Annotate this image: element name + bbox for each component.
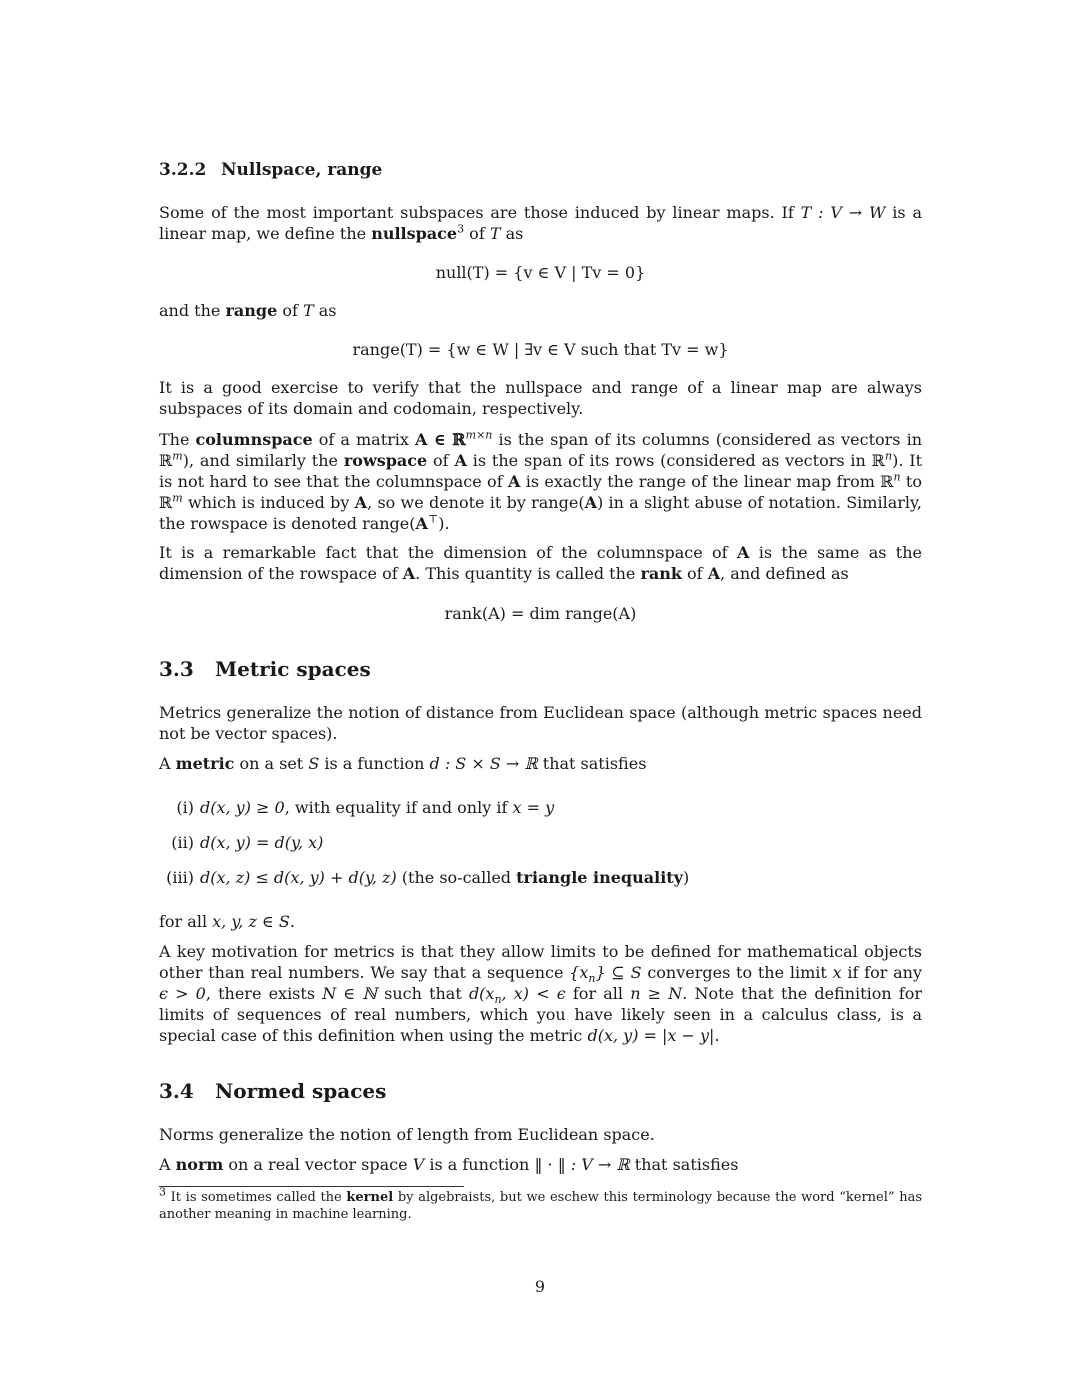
paragraph-range-intro: [159, 300, 922, 321]
text: that satisfies: [537, 754, 647, 773]
math: A ∈ ℝ: [414, 430, 466, 449]
math-sub: n: [494, 993, 502, 1007]
section-title: Normed spaces: [215, 1079, 387, 1103]
term-rowspace: rowspace: [343, 451, 428, 470]
list-label: (iii): [166, 868, 194, 887]
paragraph-exercise: It is a good exercise to verify that the nullspace and range of a linear map are always subspaces of its domain and codomain, respectively.: [159, 378, 922, 418]
math: d(x, y) = |x − y|: [587, 1026, 715, 1045]
text: , so we denote it by range(: [367, 493, 585, 512]
math-sup: n: [884, 449, 893, 463]
math: ‖ · ‖ : V → ℝ: [534, 1155, 630, 1174]
math: V: [412, 1155, 425, 1174]
math-sup: m: [172, 491, 183, 505]
paragraph-metrics-intro: Metrics generalize the notion of distance from Euclidean space (although metric spaces need not be vector spaces).: [159, 703, 922, 743]
subsection-title: Nullspace, range: [221, 160, 383, 180]
paragraph-norms-intro: Norms generalize the notion of length from Euclidean space.: [159, 1125, 655, 1144]
text: of: [277, 301, 303, 320]
text: ) in a slight abuse of notation. Similarly, the rowspace is denoted range(: [159, 493, 923, 533]
footnote-ref: 3: [457, 222, 465, 236]
text: Some of the most important subspaces are those induced by linear maps. If: [159, 203, 801, 222]
math: N ∈ ℕ: [322, 984, 377, 1003]
math: n ≥ N: [630, 984, 683, 1003]
text: is a function: [424, 1155, 535, 1174]
text: and the: [159, 301, 226, 320]
math: A: [354, 493, 368, 512]
math: S: [308, 754, 320, 773]
text: on a real vector space: [223, 1155, 413, 1174]
math-sup: ⊤: [427, 512, 439, 526]
term-kernel: kernel: [346, 1190, 394, 1205]
text: is a function: [319, 754, 430, 773]
section-heading-3-4: [159, 1079, 922, 1103]
term-rank: rank: [640, 564, 682, 583]
page-number: 9: [534, 1277, 546, 1296]
text: ): [682, 868, 690, 887]
subsection-number: 3.2.2: [159, 160, 207, 180]
math: A: [415, 514, 428, 533]
text: .: [289, 912, 295, 931]
text: . This quantity is called the: [415, 564, 641, 583]
paragraph-rank: [159, 542, 922, 584]
text: for all: [159, 912, 213, 931]
math: d(x: [468, 984, 495, 1003]
list-item: [158, 867, 689, 888]
paragraph-norm-def: [159, 1154, 922, 1175]
text: is the span of its rows (considered as vectors in ℝ: [466, 451, 885, 470]
math-sub: n: [588, 972, 596, 986]
text: of: [464, 224, 490, 243]
text: is exactly the range of the linear map from ℝ: [520, 472, 894, 491]
text: A key motivation for metrics is that they allow limits to be defined for mathematical objects other than real numbers. We say that a sequence: [159, 942, 922, 982]
math: x = y: [512, 798, 555, 817]
equation-rank: rank(A) = dim range(A): [444, 604, 637, 623]
footnote-mark: 3: [159, 1185, 166, 1199]
text: to ℝ: [159, 472, 922, 512]
text: converges to the limit: [641, 963, 833, 982]
equation-nullspace: null(T) = {v ∈ V | Tv = 0}: [435, 263, 646, 282]
math: {x: [569, 963, 589, 982]
footnote-rule: [159, 1186, 464, 1187]
paragraph-columnspace: [159, 429, 922, 534]
section-title: Metric spaces: [215, 657, 371, 681]
text: .: [714, 1026, 720, 1045]
math: ϵ > 0: [159, 984, 206, 1003]
text: such that: [376, 984, 469, 1003]
subsection-heading-3-2-2: [159, 160, 922, 180]
text: A: [159, 1155, 176, 1174]
section-heading-3-3: [159, 657, 922, 681]
math: T : V → W: [800, 203, 886, 222]
text: is the same as the dimension of the rowspace of: [159, 543, 922, 583]
text: , and defined as: [720, 564, 849, 583]
text: , there exists: [205, 984, 323, 1003]
text: It is sometimes called the: [166, 1190, 347, 1205]
text: is a linear map, we define the: [159, 203, 923, 243]
text: ). It is not hard to see that the columnspace of: [159, 451, 923, 491]
text: of: [427, 451, 455, 470]
section-number: 3.3: [159, 657, 194, 681]
list-item: [158, 797, 554, 818]
paragraph-limits: [159, 941, 922, 1046]
list-item: [158, 832, 323, 853]
term-columnspace: columnspace: [195, 430, 313, 449]
text: as: [313, 301, 337, 320]
text: ).: [438, 514, 450, 533]
text: if for any: [841, 963, 922, 982]
text: It is a remarkable fact that the dimension of the columnspace of: [159, 543, 737, 562]
paragraph-for-all: [159, 911, 922, 932]
math: d(x, y) = d(y, x): [200, 833, 324, 852]
text: ), and similarly the: [182, 451, 344, 470]
footnote: [159, 1185, 922, 1223]
equation-range: range(T) = {w ∈ W | ∃v ∈ V such that Tv = w}: [352, 340, 729, 359]
math: A: [736, 543, 750, 562]
term-metric: metric: [175, 754, 235, 773]
paragraph-nullspace-intro: [159, 202, 922, 244]
term-triangle-inequality: triangle inequality: [516, 868, 683, 887]
math: A: [707, 564, 721, 583]
text: The: [159, 430, 196, 449]
text: of: [681, 564, 708, 583]
term-nullspace: nullspace: [371, 224, 458, 243]
list-label: (i): [176, 798, 194, 817]
math: T: [303, 301, 314, 320]
term-range: range: [225, 301, 278, 320]
math: T: [489, 224, 501, 243]
list-label: (ii): [171, 833, 194, 852]
term-norm: norm: [175, 1155, 224, 1174]
math: A: [454, 451, 467, 470]
math: } ⊆ S: [595, 963, 642, 982]
text: , with equality if and only if: [284, 798, 513, 817]
math: d(x, z) ≤ d(x, y) + d(y, z): [200, 868, 397, 887]
text: which is induced by: [182, 493, 355, 512]
math: A: [402, 564, 416, 583]
math: x: [832, 963, 842, 982]
math: x, y, z ∈ S: [212, 912, 290, 931]
math: A: [507, 472, 521, 491]
text: . Note that the definition for limits of sequences of real numbers, which you have likely seen in a calculus class, is a special case of this definition when using the metric: [159, 984, 923, 1045]
paragraph-metric-def: [159, 753, 922, 774]
text: is the span of its columns (considered as vectors in ℝ: [159, 430, 923, 470]
text: that satisfies: [629, 1155, 739, 1174]
math-sup: m×n: [465, 428, 493, 442]
math-sup: n: [893, 470, 901, 484]
text: on a set: [234, 754, 309, 773]
text: for all: [565, 984, 631, 1003]
math: d(x, y) ≥ 0: [200, 798, 285, 817]
text: of a matrix: [312, 430, 415, 449]
text: as: [500, 224, 524, 243]
section-number: 3.4: [159, 1079, 194, 1103]
math: d : S × S → ℝ: [429, 754, 538, 773]
math: , x) < ϵ: [501, 984, 566, 1003]
text: by algebraists, but we eschew this terminology because the word “kernel” has another meaning in machine learning.: [159, 1190, 922, 1222]
math-sup: m: [172, 449, 183, 463]
math: A: [584, 493, 597, 512]
text: A: [159, 754, 176, 773]
text: (the so-called: [396, 868, 517, 887]
